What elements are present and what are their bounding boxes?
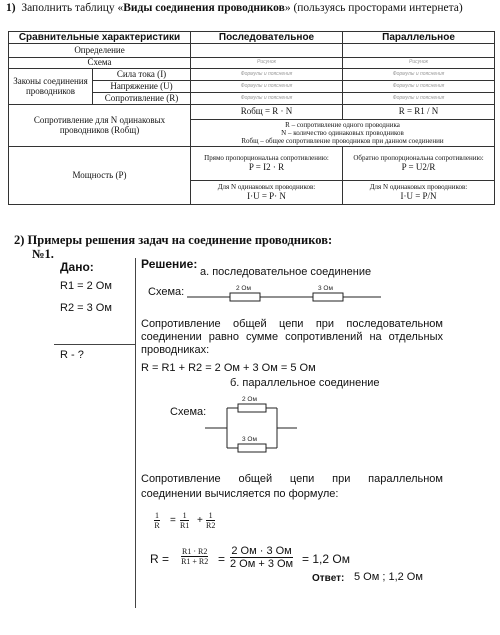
resistor-r1 xyxy=(230,293,260,301)
task1-suffix: » (пользуясь просторами интернета) xyxy=(284,2,463,14)
power-parallel-formula: P = U2/R xyxy=(401,161,436,172)
solution-divider xyxy=(135,258,136,608)
solution-label: Решение: xyxy=(141,257,198,271)
series-formula: R = R1 + R2 = 2 Ом + 3 Ом = 5 Ом xyxy=(141,362,316,374)
task2-heading: 2) Примеры решения задач на соединение проводников: xyxy=(14,233,333,247)
header-series: Последовательное xyxy=(191,32,343,44)
given-r1: R1 = 2 Ом xyxy=(60,280,112,292)
task1-prefix: Заполнить таблицу « xyxy=(21,2,124,14)
scheme-label-2: Схема: xyxy=(170,406,207,418)
frac-num-values: 2 Ом · 3 Ом xyxy=(231,545,292,557)
parallel-resistor-r1 xyxy=(238,404,266,412)
power-parallel xyxy=(343,147,495,181)
power-series-desc: Прямо пропорциональна сопротивлению: xyxy=(204,154,329,162)
n-parallel xyxy=(343,181,495,205)
row-power: Мощность (P) xyxy=(9,147,191,205)
series-circuit-diagram xyxy=(185,283,385,305)
frac-num: R1 · R2 xyxy=(182,547,208,556)
hint-text: Формулы и пояснения xyxy=(343,81,495,93)
answer-label: Ответ: xyxy=(312,573,345,584)
task1-heading xyxy=(6,2,496,14)
hint-scheme-parallel: Рисунок xyxy=(343,58,495,69)
series-r1-label: 2 Ом xyxy=(236,285,251,292)
frac-1-over-r xyxy=(154,511,160,530)
frac-num: 1 xyxy=(155,511,159,520)
frac-den: R xyxy=(154,521,160,530)
row-definition: Определение xyxy=(9,44,191,58)
note-n: N – количество одинаковых проводников xyxy=(281,129,404,137)
given-label: Дано: xyxy=(60,260,94,274)
parallel-circuit-diagram xyxy=(205,392,305,464)
series-title: а. последовательное соединение xyxy=(200,266,372,278)
parallel-resistor-r2 xyxy=(238,444,266,452)
req-series-formula: Rобщ = R · N xyxy=(191,105,343,120)
n-series-formula: I·U = P· N xyxy=(247,190,286,201)
task1-number: 1) xyxy=(6,2,16,14)
row-scheme: Схема xyxy=(9,58,191,69)
power-series-formula: P = I2 · R xyxy=(248,161,285,172)
frac-1-over-r1 xyxy=(180,511,189,530)
resistor-r2 xyxy=(313,293,343,301)
notes-cell xyxy=(191,120,495,147)
parallel-r1-label: 2 Ом xyxy=(242,396,257,403)
frac-den: R2 xyxy=(206,521,216,530)
req-label: Сопротивление для N одинаковых проводников (Rобщ) xyxy=(9,105,191,147)
power-series xyxy=(191,147,343,181)
table-header-row xyxy=(9,32,495,44)
table-row xyxy=(9,105,495,120)
parallel-explanation: Сопротивление общей цепи при параллельном соединении вычисляется по формуле: xyxy=(141,473,443,500)
parallel-title: б. параллельное соединение xyxy=(230,377,380,389)
problem-number: №1. xyxy=(32,247,54,261)
row-voltage: Напряжение (U) xyxy=(93,81,191,93)
hint-scheme-series: Рисунок xyxy=(191,58,343,69)
frac-r1r2 xyxy=(181,547,208,566)
laws-label: Законы соединения проводников xyxy=(9,69,93,105)
eq-plus: + xyxy=(197,515,203,526)
row-resistance: Сопротивление (R) xyxy=(93,93,191,105)
note-r: R – сопротивление одного проводника xyxy=(285,121,400,129)
table-row xyxy=(9,147,495,181)
parallel-r2-label: 3 Ом xyxy=(242,436,257,443)
req-parallel-formula: R = R1 / N xyxy=(343,105,495,120)
n-series-desc: Для N одинаковых проводников: xyxy=(217,183,316,191)
eq-equals-2: = xyxy=(218,552,226,566)
hint-text: Формулы и пояснения xyxy=(191,69,343,81)
header-parallel: Параллельное xyxy=(343,32,495,44)
hint-text: Формулы и пояснения xyxy=(191,93,343,105)
n-parallel-desc: Для N одинаковых проводников: xyxy=(369,183,468,191)
frac-num: 1 xyxy=(206,511,215,521)
comparison-table xyxy=(8,31,495,205)
series-explanation: Сопротивление общей цепи при последовательном соединении равно сумме сопротивлений на отдельных проводниках: xyxy=(141,318,443,356)
note-rtotal: Rобщ – общее сопротивление проводников при данном соединении xyxy=(241,137,444,145)
hint-text: Формулы и пояснения xyxy=(343,93,495,105)
n-series xyxy=(191,181,343,205)
task1-bold: Виды соединения проводников xyxy=(123,2,285,14)
r-equals: R = xyxy=(150,552,170,566)
n-parallel-formula: I·U = P/N xyxy=(400,190,437,201)
row-current: Сила тока (I) xyxy=(93,69,191,81)
series-r2-label: 3 Ом xyxy=(318,285,333,292)
frac-num: 1 xyxy=(180,511,189,521)
frac-1-over-r2 xyxy=(206,511,215,530)
power-parallel-desc: Обратно пропорциональна сопротивлению: xyxy=(353,154,484,162)
given-divider xyxy=(54,344,135,345)
answer-value: 5 Ом ; 1,2 Ом xyxy=(354,571,423,583)
given-r2: R2 = 3 Ом xyxy=(60,302,112,314)
table-row xyxy=(9,58,495,69)
frac-values xyxy=(230,545,293,570)
hint-text: Формулы и пояснения xyxy=(191,81,343,93)
eq-equals: = xyxy=(170,515,176,526)
scheme-label-1: Схема: xyxy=(148,286,185,298)
header-characteristics: Сравнительные характеристики xyxy=(9,32,191,44)
hint-text: Формулы и пояснения xyxy=(343,69,495,81)
table-row xyxy=(9,69,495,81)
table-row xyxy=(9,44,495,58)
result-value: = 1,2 Ом xyxy=(302,552,350,566)
find-r: R - ? xyxy=(60,349,84,361)
frac-den: R1 xyxy=(180,521,190,530)
frac-den-values: 2 Ом + 3 Ом xyxy=(230,558,294,570)
frac-den: R1 + R2 xyxy=(181,557,209,566)
